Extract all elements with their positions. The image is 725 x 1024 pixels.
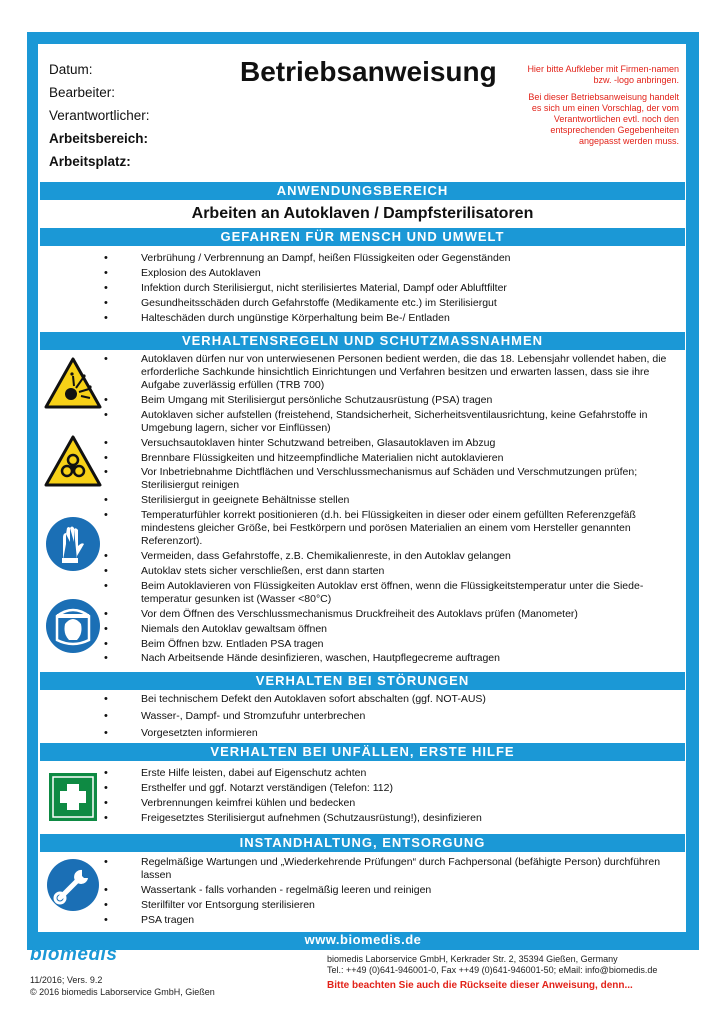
face-shield-mandatory-icon	[45, 598, 101, 654]
instand-list	[100, 856, 680, 929]
header-fields	[49, 58, 150, 173]
header-note	[519, 64, 679, 153]
list-item: • Wasser-, Dampf- und Stromzufuhr unterbrechen	[100, 710, 680, 723]
list-item: • Sterilisiergut in geeignete Behältnisse stellen	[100, 494, 680, 507]
list-item: • Halteschäden durch ungünstige Körperhaltung beim Be-/ Entladen	[100, 312, 680, 325]
list-item: • Versuchsautoklaven hinter Schutzwand betreiben, Glasautoklaven im Abzug	[100, 437, 680, 450]
version: 11/2016; Vers. 9.2	[30, 975, 103, 985]
list-item: • Temperaturfühler korrekt positionieren (d.h. bei Flüssigkeiten in dieser oder einem gefüllten Referenzgefäß mindestens gleicher Größe, bei Festkörpern und porösen Materialien an einem vom Hersteller genannten Referenzort).	[100, 509, 680, 548]
list-item: • Regelmäßige Wartungen und „Wiederkehrende Prüfungen“ durch Fachpersonal (befähigte Person) durchführen lassen	[100, 856, 680, 882]
list-item: • Verbrennungen keimfrei kühlen und bedecken	[100, 797, 680, 810]
first-aid-icon	[48, 772, 98, 822]
biohazard-warning-icon	[43, 434, 103, 488]
section-instandhaltung: INSTANDHALTUNG, ENTSORGUNG	[40, 834, 685, 852]
list-item: • Vor Inbetriebnahme Dichtflächen und Verschlussmechanismus auf Schäden und Verschmutzungen prüfen; Sterilisiergut reinigen	[100, 466, 680, 492]
field-bearbeiter: Bearbeiter:	[49, 85, 116, 100]
note-proposal: Bei dieser Betriebsanweisung handelt es sich um einen Vorschlag, der vom Verantwortlichen evtl. noch den entsprechenden Gegebenheiten angepasst werden muss.	[528, 92, 679, 146]
list-item: • Beim Öffnen bzw. Entladen PSA tragen	[100, 638, 680, 651]
note-sticker: Hier bitte Aufkleber mit Firmen-namen bzw. -logo anbringen.	[527, 64, 679, 85]
gloves-mandatory-icon	[45, 516, 101, 572]
list-item: • Erste Hilfe leisten, dabei auf Eigenschutz achten	[100, 767, 680, 780]
list-item: • Brennbare Flüssigkeiten und hitzeempfindliche Materialien nicht autoklavieren	[100, 452, 680, 465]
reverse-note: Bitte beachten Sie auch die Rückseite dieser Anweisung, denn...	[327, 980, 633, 991]
explosive-warning-icon	[43, 356, 103, 410]
list-item: • Freigesetztes Sterilisiergut aufnehmen (Schutzausrüstung!), desinfizieren	[100, 812, 680, 825]
list-item: • Explosion des Autoklaven	[100, 267, 680, 280]
section-verhalten: VERHALTENSREGELN UND SCHUTZMASSNAHMEN	[40, 332, 685, 350]
list-item: • Verbrühung / Verbrennung an Dampf, heißen Flüssigkeiten oder Gegenständen	[100, 252, 680, 265]
footer-url[interactable]: www.biomedis.de	[304, 932, 422, 947]
contact: Tel.: ++49 (0)641-946001-0, Fax ++49 (0)641-946001-50; eMail: info@biomedis.de	[327, 965, 658, 975]
unfaelle-list	[100, 767, 680, 827]
list-item: • Wassertank - falls vorhanden - regelmäßig leeren und reinigen	[100, 884, 680, 897]
section-anwendung: ANWENDUNGSBEREICH	[40, 182, 685, 200]
list-item: • Vor dem Öffnen des Verschlussmechanismus Druckfreiheit des Autoklavs prüfen (Manometer)	[100, 608, 680, 621]
gefahren-list	[100, 252, 680, 326]
list-item: • Autoklav stets sicher verschließen, erst dann starten	[100, 565, 680, 578]
list-item: • Vermeiden, dass Gefahrstoffe, z.B. Chemikalienreste, in den Autoklav gelangen	[100, 550, 680, 563]
list-item: • Sterilfilter vor Entsorgung sterilisieren	[100, 899, 680, 912]
section-unfaelle: VERHALTEN BEI UNFÄLLEN, ERSTE HILFE	[40, 743, 685, 761]
list-item: • Bei technischem Defekt den Autoklaven sofort abschalten (ggf. NOT-AUS)	[100, 693, 680, 706]
page-title: Betriebsanweisung	[240, 56, 497, 87]
field-arbeitsplatz: Arbeitsplatz:	[49, 154, 131, 169]
list-item: • Vorgesetzten informieren	[100, 727, 680, 740]
list-item: • Autoklaven dürfen nur von unterwiesenen Personen bedient werden, die das 18. Lebensjahr vollendet haben, die erforderliche Sachkunde hinsichtlich Einrichtungen und Verfahren besitzen und erwarten lassen, dass sie ihre Aufgabe zuverlässig erfüllen (TRB 700)	[100, 353, 680, 392]
verhalten-list	[100, 353, 680, 667]
biomedis-logo: biomedis	[30, 944, 118, 965]
list-item: • Beim Autoklavieren von Flüssigkeiten Autoklav erst öffnen, wenn die Flüssigkeitstemperatur unter die Siede-temperatur gesunken ist (Wasser <80°C)	[100, 580, 680, 606]
copyright: © 2016 biomedis Laborservice GmbH, Gießen	[30, 987, 215, 997]
list-item: • Gesundheitsschäden durch Gefahrstoffe (Medikamente etc.) im Sterilisiergut	[100, 297, 680, 310]
list-item: • Ersthelfer und ggf. Notarzt verständigen (Telefon: 112)	[100, 782, 680, 795]
address-block	[327, 954, 657, 976]
list-item: • Nach Arbeitsende Hände desinfizieren, waschen, Hautpflegecreme auftragen	[100, 652, 680, 665]
field-arbeitsbereich: Arbeitsbereich:	[49, 131, 149, 146]
stoerungen-list	[100, 693, 680, 742]
section-stoerungen: VERHALTEN BEI STÖRUNGEN	[40, 672, 685, 690]
field-verantwortlicher: Verantwortlicher:	[49, 108, 150, 123]
list-item: • Autoklaven sicher aufstellen (freistehend, Standsicherheit, Sicherheitsventilausrichtung, keine Gefahrstoffe in Umgebung lagern, sicher vor Einflüssen)	[100, 409, 680, 435]
list-item: • Beim Umgang mit Sterilisiergut persönliche Schutzausrüstung (PSA) tragen	[100, 394, 680, 407]
section-gefahren: GEFAHREN FÜR MENSCH UND UMWELT	[40, 228, 685, 246]
version-info	[30, 974, 215, 998]
wrench-icon	[46, 858, 100, 912]
list-item: • PSA tragen	[100, 914, 680, 927]
section-anwendung-title: Arbeiten an Autoklaven / Dampfsterilisatoren	[191, 205, 534, 222]
field-datum: Datum:	[49, 62, 93, 77]
address: biomedis Laborservice GmbH, Kerkrader Str. 2, 35394 Gießen, Germany	[327, 954, 618, 964]
list-item: • Niemals den Autoklav gewaltsam öffnen	[100, 623, 680, 636]
list-item: • Infektion durch Sterilisiergut, nicht sterilisiertes Material, Dampf oder Abluftfilter	[100, 282, 680, 295]
